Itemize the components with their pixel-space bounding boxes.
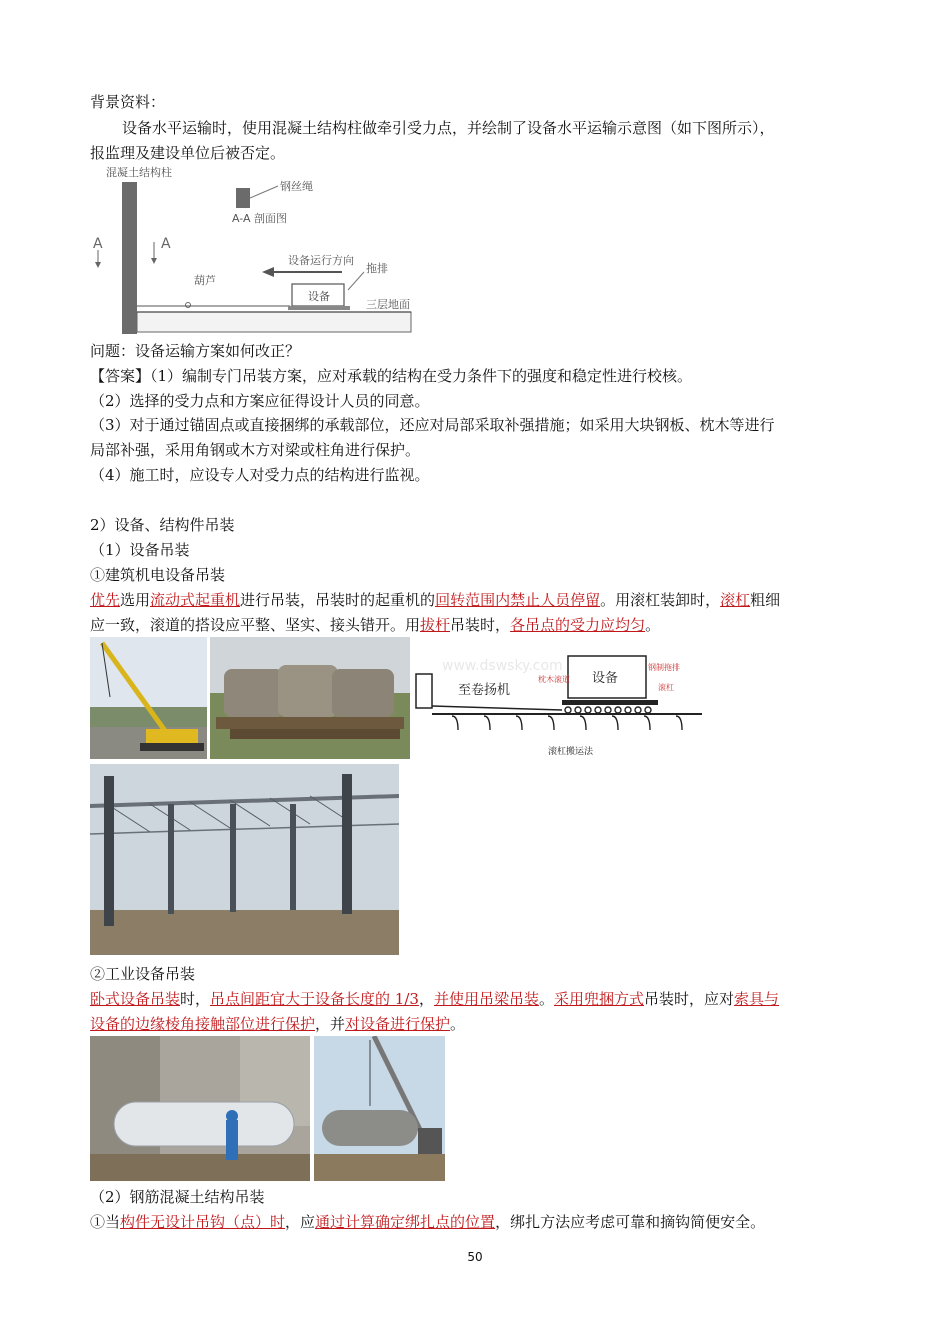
roller-label: 滚杠 (658, 683, 674, 692)
paragraph-industrial-line1: 卧式设备吊装时，吊点间距宜大于设备长度的 1/3，并使用吊梁吊装。采用兜捆方式吊装时，应对索具与 (90, 990, 780, 1008)
equipment-label: 设备 (308, 290, 330, 303)
background-heading: 背景资料： (90, 93, 166, 111)
roller-transport-diagram (412, 648, 708, 760)
floor-slab (137, 312, 411, 332)
sled-label: 拖排 (366, 262, 388, 275)
section-label: A-A 剖面图 (232, 212, 288, 225)
track-label: 枕木滚道 (538, 675, 570, 684)
tank-lifting-crane-photo (314, 1036, 445, 1181)
crane-photo (90, 637, 207, 759)
section-block (236, 188, 250, 208)
paragraph-mep-line2: 应一致，滚道的搭设应平整、坚实、接头错开。用拔杆吊装时，各吊点的受力应均匀。 (90, 616, 661, 634)
background-paragraph-line2: 报监理及建设单位后被否定。 (90, 144, 286, 162)
paragraph-industrial-line2: 设备的边缘棱角接触部位进行保护，并对设备进行保护。 (90, 1015, 466, 1033)
answer-4: （4）施工时，应设专人对受力点的结构进行监视。 (90, 466, 430, 484)
floor-label: 三层地面 (366, 298, 410, 311)
direction-label: 设备运行方向 (288, 254, 354, 267)
column-label: 混凝土结构柱 (106, 166, 172, 179)
answer-1: 【答案】（1）编制专门吊装方案，应对承载的结构在受力条件下的强度和稳定性进行校核。 (90, 367, 693, 385)
roller-diagram-caption: 滚杠搬运法 (548, 747, 594, 757)
winch-label: 至卷扬机 (458, 683, 511, 698)
transport-diagram (90, 162, 416, 338)
section2-sub1-1: ①建筑机电设备吊装 (90, 566, 226, 584)
section2-sub1: （1）设备吊装 (90, 541, 190, 559)
answer-3-line2: 局部补强，采用角钢或木方对梁或柱角进行保护。 (90, 441, 421, 459)
question-text: 问题：设备运输方案如何改正？ (90, 342, 301, 360)
equipment-label: 设备 (592, 671, 619, 686)
section2-title: 2）设备、结构件吊装 (90, 516, 235, 534)
hoist-label: 葫芦 (194, 274, 216, 287)
section2-sub2: （2）钢筋混凝土结构吊装 (90, 1188, 265, 1206)
stone-blocks-on-rollers-photo (210, 637, 410, 759)
paragraph-mep-line1: 优先选用流动式起重机进行吊装，吊装时的起重机的回转范围内禁止人员停留。用滚杠装卸时，滚杠粗细 (90, 591, 781, 609)
rope-label: 钢丝绳 (280, 180, 313, 193)
steel-structure-photo (90, 764, 399, 955)
answer-2: （2）选择的受力点和方案应征得设计人员的同意。 (90, 392, 430, 410)
answer-3-line1: （3）对于通过锚固点或直接捆绑的承载部位，还应对局部采取补强措施；如采用大块钢板、枕木等进行 (90, 416, 775, 434)
background-paragraph-line1: 设备水平运输时，使用混凝土结构柱做牵引受力点，并绘制了设备水平运输示意图（如下图所示）， (122, 119, 775, 137)
horizontal-tank-photo (90, 1036, 310, 1181)
watermark: www.dswsky.com (442, 658, 563, 674)
page-number: 50 (467, 1250, 483, 1264)
section2-sub1-2: ②工业设备吊装 (90, 965, 196, 983)
svg-text:A: A (161, 236, 171, 252)
svg-text:A: A (93, 236, 103, 252)
concrete-column (122, 182, 137, 334)
sled-label: 钢制拖排 (648, 663, 680, 672)
paragraph-rc-structure: ①当构件无设计吊钩（点）时，应通过计算确定绑扎点的位置，绑扎方法应考虑可靠和摘钩简便安全。 (90, 1213, 766, 1231)
